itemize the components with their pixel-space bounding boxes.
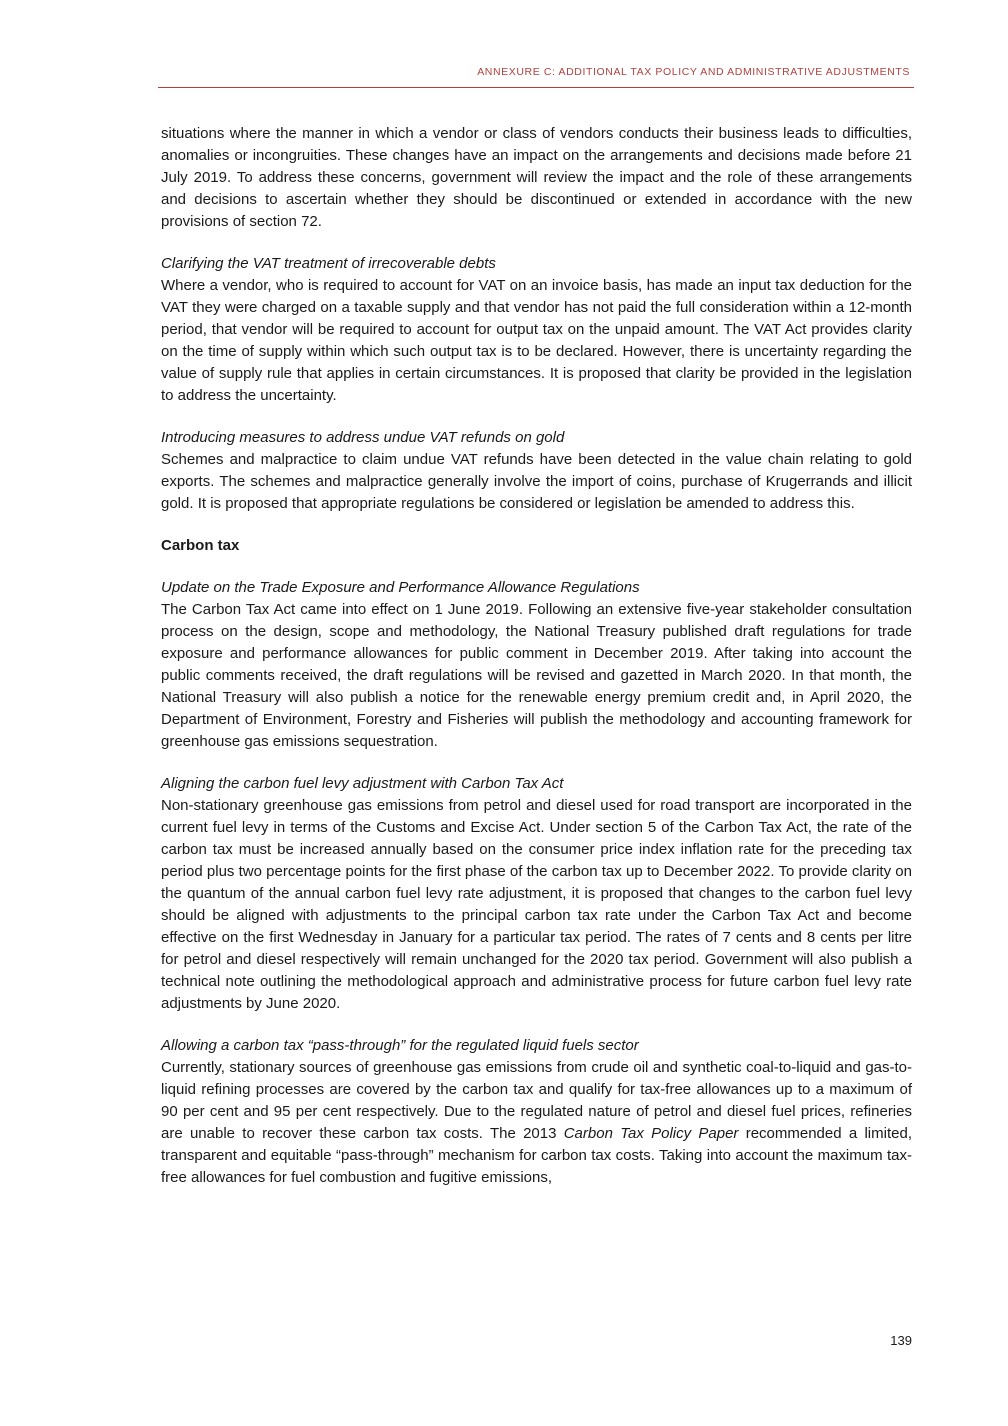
paragraph-carbon-fuel-levy: Non-stationary greenhouse gas emissions from petrol and diesel used for road transport are incorporated in the current fuel levy in terms of the Customs and Excise Act. Under section 5 of the Carbon Tax Act, the rate of the carbon tax must be increased annually based on the consumer price index inflation rate for the preceding tax period plus two percentage points for the first phase of the carbon tax up to December 2022. To provide clarity on the quantum of the annual carbon fuel levy rate adjustment, it is proposed that changes to the carbon fuel levy should be aligned with adjustments to the principal carbon tax rate under the Carbon Tax Act and become effective on the first Wednesday in January for a particular tax period. The rates of 7 cents and 8 cents per litre for petrol and diesel respectively will remain unchanged for the 2020 tax period. Government will also publish a technical note outlining the methodological approach and administrative process for future carbon fuel levy rate adjustments by June 2020. (161, 797, 912, 1012)
subheading-carbon-fuel-levy: Aligning the carbon fuel levy adjustment with Carbon Tax Act (161, 775, 564, 792)
subheading-gold-refunds: Introducing measures to address undue VAT refunds on gold (161, 429, 565, 446)
page-body (161, 123, 912, 1189)
paragraph-gold-refunds: Schemes and malpractice to claim undue VAT refunds have been detected in the value chain relating to gold exports. The schemes and malpractice generally involve the import of coins, purchase of Krugerrands and illicit gold. It is proposed that appropriate regulations be considered or legislation be amended to address this. (161, 451, 912, 512)
subheading-trade-exposure: Update on the Trade Exposure and Performance Allowance Regulations (161, 579, 640, 596)
policy-paper-title: Carbon Tax Policy Paper (563, 1125, 739, 1142)
subheading-pass-through: Allowing a carbon tax “pass-through” for the regulated liquid fuels sector (161, 1037, 639, 1054)
paragraph-trade-exposure: The Carbon Tax Act came into effect on 1 June 2019. Following an extensive five-year stakeholder consultation process on the design, scope and methodology, the National Treasury published draft regulations for trade exposure and performance allowances for public comment in December 2019. After taking into account the public comments received, the draft regulations will be revised and gazetted in March 2020. In that month, the National Treasury will also publish a notice for the renewable energy premium credit and, in April 2020, the Department of Environment, Forestry and Fisheries will publish the methodology and accounting framework for greenhouse gas emissions sequestration. (161, 601, 912, 750)
paragraph-pass-through-part2: recommended a limited, transparent and equitable “pass-through” mechanism for carbon tax costs. Taking into account the maximum tax-free allowances for fuel combustion and fugitive emissions, (161, 1125, 912, 1186)
page-number: 139 (890, 1333, 912, 1348)
paragraph-intro: situations where the manner in which a vendor or class of vendors conducts their business leads to difficulties, anomalies or incongruities. These changes have an impact on the arrangements and decisions made before 21 July 2019. To address these concerns, government will review the impact and the role of these arrangements and decisions to ascertain whether they should be discontinued or extended in accordance with the new provisions of section 72. (161, 125, 912, 230)
paragraph-pass-through (161, 1057, 912, 1189)
running-header: ANNEXURE C: ADDITIONAL TAX POLICY AND ADMINISTRATIVE ADJUSTMENTS (477, 66, 910, 78)
paragraph-pass-through-part1: Currently, stationary sources of greenhouse gas emissions from crude oil and synthetic coal-to-liquid and gas-to-liquid refining processes are covered by the carbon tax and qualify for tax-free allowances up to a maximum of 90 per cent and 95 per cent respectively. Due to the regulated nature of petrol and diesel fuel prices, refineries are unable to recover these carbon tax costs. The 2013 (161, 1059, 912, 1142)
section-heading-carbon-tax: Carbon tax (161, 537, 240, 554)
paragraph-irrecoverable-debts: Where a vendor, who is required to account for VAT on an invoice basis, has made an input tax deduction for the VAT they were charged on a taxable supply and that vendor has not paid the full consideration within a 12-month period, that vendor will be required to account for output tax on the unpaid amount. The VAT Act provides clarity on the time of supply within which such output tax is to be declared. However, there is uncertainty regarding the value of supply rule that applies in certain circumstances. It is proposed that clarity be provided in the legislation to address the uncertainty. (161, 277, 912, 404)
header-rule (158, 87, 914, 88)
subheading-irrecoverable-debts: Clarifying the VAT treatment of irrecoverable debts (161, 255, 496, 272)
